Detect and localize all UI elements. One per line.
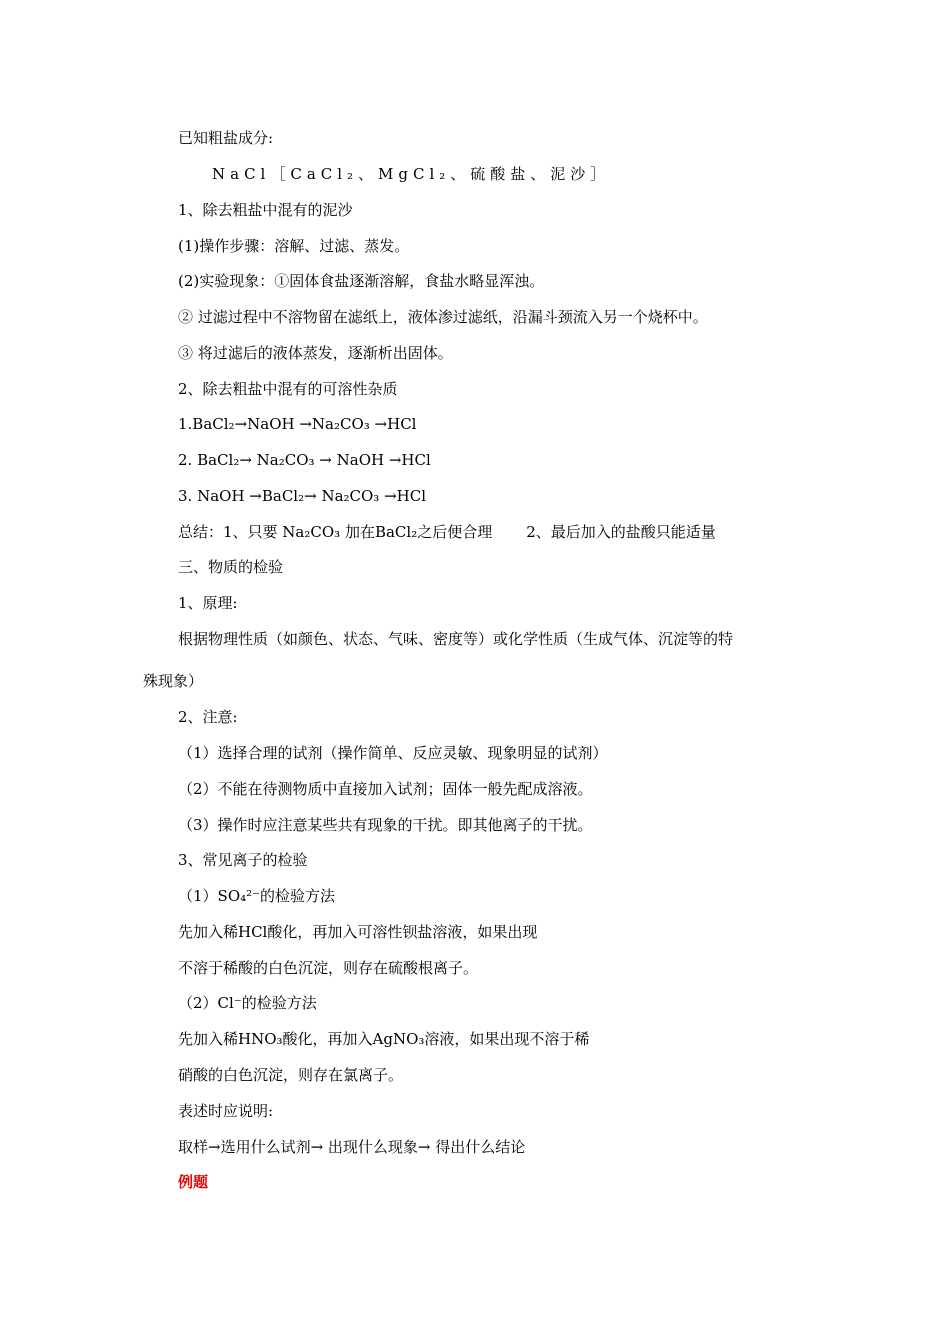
crude-salt-composition: NaCl［CaCl₂、MgCl₂、硫酸盐、泥沙］ <box>212 165 611 183</box>
notes-heading: 2、注意: <box>178 708 238 726</box>
example-heading: 例题 <box>178 1173 209 1191</box>
note-1: （1）选择合理的试剂（操作简单、反应灵敏、现象明显的试剂） <box>178 744 608 762</box>
reagent-order-3: 3. NaOH →BaCl₂→ Na₂CO₃ →HCl <box>178 487 427 505</box>
principle-heading: 1、原理: <box>178 594 238 612</box>
section-substance-testing: 三、物质的检验 <box>178 558 284 576</box>
summary-point-1: 总结：1、只要 Na₂CO₃ 加在BaCl₂之后便合理 <box>178 523 493 541</box>
principle-text-continued: 殊现象） <box>143 672 204 690</box>
reagent-order-1: 1.BaCl₂→NaOH →Na₂CO₃ →HCl <box>178 415 417 433</box>
chloride-test-step: 先加入稀HNO₃酸化，再加入AgNO₃溶液，如果出现不溶于稀 <box>178 1030 590 1048</box>
section-remove-sand: 1、除去粗盐中混有的泥沙 <box>178 201 353 219</box>
operation-steps: (1)操作步骤：溶解、过滤、蒸发。 <box>178 237 410 255</box>
filtering-phenomenon: ② 过滤过程中不溶物留在滤纸上，液体渗过滤纸，沿漏斗颈流入另一个烧杯中。 <box>178 308 708 326</box>
reagent-order-2: 2. BaCl₂→ Na₂CO₃ → NaOH →HCl <box>178 451 431 469</box>
summary-line <box>178 522 716 542</box>
summary-point-2: 2、最后加入的盐酸只能适量 <box>526 523 716 541</box>
evaporation-phenomenon: ③ 将过滤后的液体蒸发，逐渐析出固体。 <box>178 344 453 362</box>
chloride-test-heading: （2）Cl⁻的检验方法 <box>178 994 317 1012</box>
common-ions-heading: 3、常见离子的检验 <box>178 851 308 869</box>
chloride-test-result: 硝酸的白色沉淀，则存在氯离子。 <box>178 1066 404 1084</box>
statement-steps: 取样→选用什么试剂→ 出现什么现象→ 得出什么结论 <box>178 1138 526 1156</box>
note-3: （3）操作时应注意某些共有现象的干扰。即其他离子的干扰。 <box>178 816 593 834</box>
principle-text: 根据物理性质（如颜色、状态、气味、密度等）或化学性质（生成气体、沉淀等的特 <box>178 630 734 648</box>
experiment-phenomenon: (2)实验现象：①固体食盐逐渐溶解，食盐水略显浑浊。 <box>178 272 545 290</box>
note-2: （2）不能在待测物质中直接加入试剂；固体一般先配成溶液。 <box>178 780 593 798</box>
sulfate-test-heading: （1）SO₄²⁻的检验方法 <box>178 887 336 905</box>
statement-heading: 表述时应说明: <box>178 1102 274 1120</box>
section-remove-soluble-impurities: 2、除去粗盐中混有的可溶性杂质 <box>178 380 398 398</box>
crude-salt-intro: 已知粗盐成分: <box>178 129 274 147</box>
sulfate-test-step: 先加入稀HCl酸化，再加入可溶性钡盐溶液，如果出现 <box>178 923 538 941</box>
sulfate-test-result: 不溶于稀酸的白色沉淀，则存在硫酸根离子。 <box>178 959 479 977</box>
